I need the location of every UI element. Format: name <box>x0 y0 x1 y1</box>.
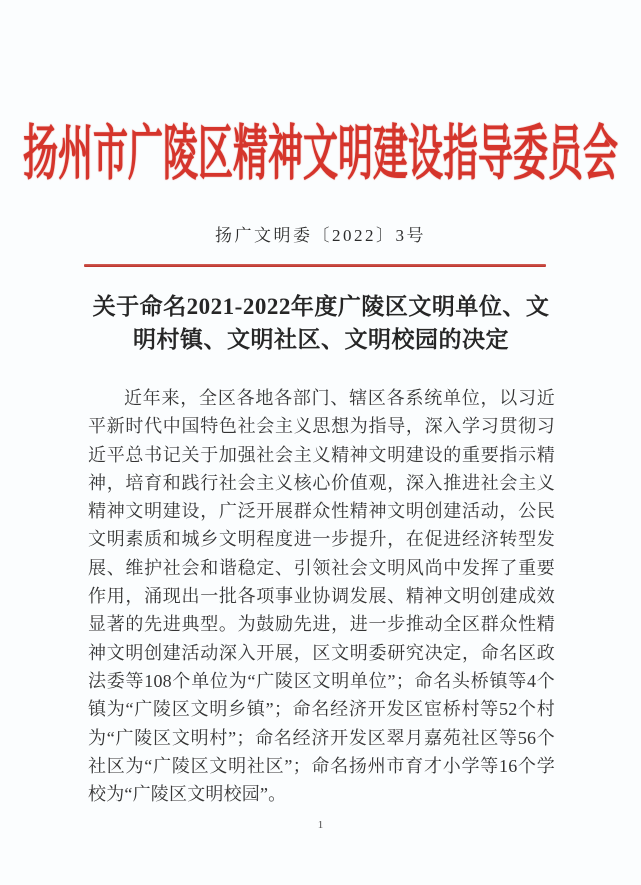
document-title: 关于命名2021-2022年度广陵区文明单位、文明村镇、文明社区、文明校园的决定 <box>92 294 550 352</box>
document-reference-number: 扬广文明委〔2022〕3号 <box>215 226 426 245</box>
body-paragraph: 近年来，全区各地各部门、辖区各系统单位，以习近平新时代中国特色社会主义思想为指导，深入学习贯彻习近平总书记关于加强社会主义精神文明建设的重要指示精神，培育和践行社会主义核心价值观，深入推进社会主义精神文明建设，广泛开展群众性精神文明创建活动，公民文明素质和城乡文明程度进一步提升，在促进经济转型发展、维护社会和谐稳定、引领社会文明风尚中发挥了重要作用，涌现出一批各项事业协调发展、精神文明创建成效显著的先进典型。为鼓励先进，进一步推动全区群众性精神文明创建活动深入开展，区文明委研究决定，命名区政法委等108个单位为“广陵区文明单位”；命名头桥镇等4个镇为“广陵区文明乡镇”；命名经济开发区宦桥村等52个村为“广陵区文明村”；命名经济开发区翠月嘉苑社区等56个社区为“广陵区文明社区”；命名扬州市育才小学等16个学校为“广陵区文明校园”。 <box>88 388 555 805</box>
red-divider-line <box>84 264 546 267</box>
page-number: 1 <box>317 819 324 831</box>
issuing-authority-title: 扬州市广陵区精神文明建设指导委员会 <box>22 120 618 188</box>
issuing-authority-masthead <box>0 117 641 188</box>
